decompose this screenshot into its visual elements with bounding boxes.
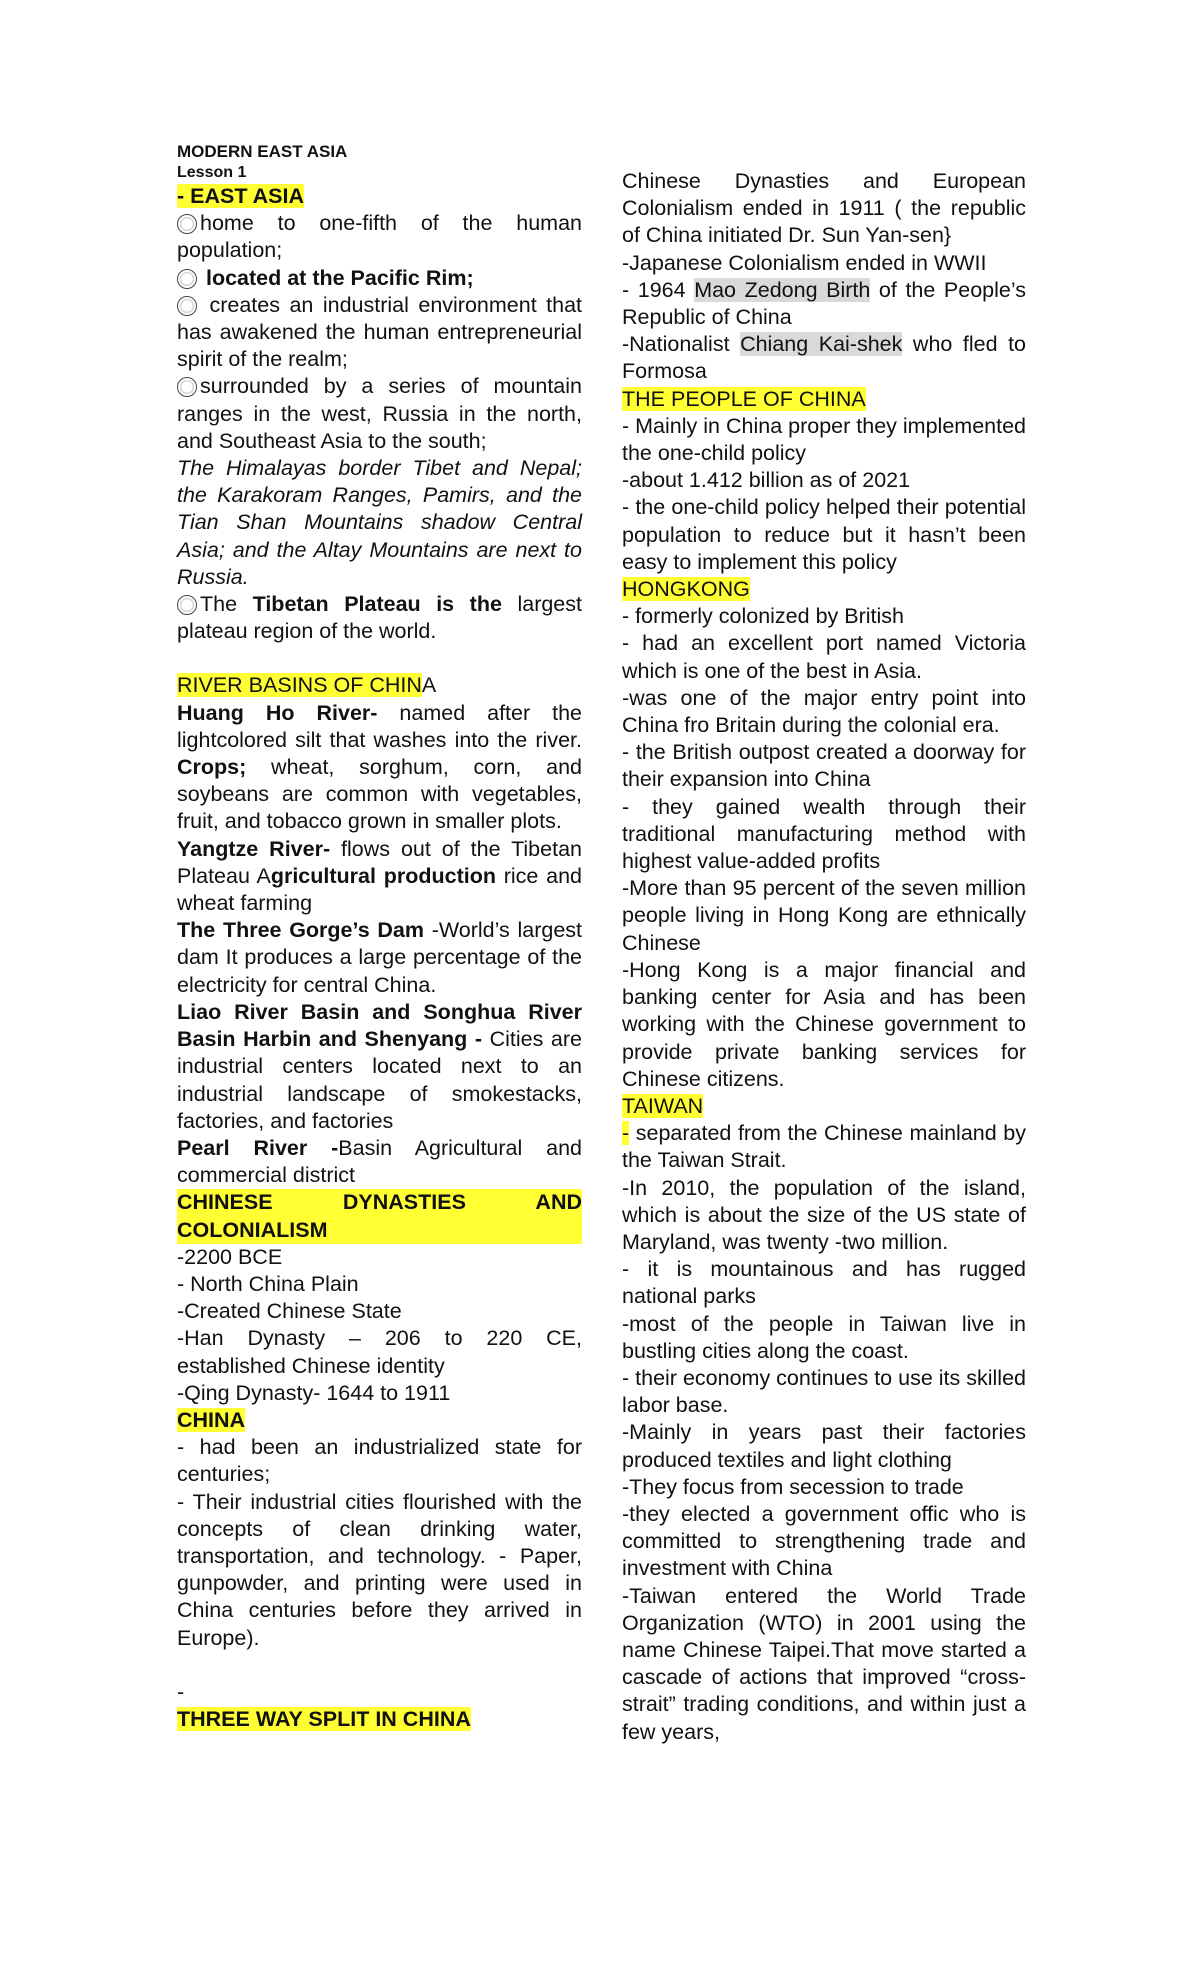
river-name: The Three Gorge’s Dam (177, 918, 424, 943)
river-text: rice and wheat farming (177, 863, 582, 916)
list-item: - their economy continues to use its skilled labor base. (622, 1365, 1026, 1418)
bullet-item (177, 210, 582, 264)
paragraph-three-gorges (177, 917, 582, 999)
bullet-item (177, 292, 582, 374)
list-item: - they gained wealth through their traditional manufacturing method with highest value-added profits (622, 794, 1026, 874)
list-item: - it is mountainous and has rugged national parks (622, 1257, 1026, 1309)
bullet-text-bold: Tibetan Plateau is the (252, 592, 502, 617)
list-item: -Taiwan entered the World Trade Organization (WTO) in 2001 using the name Chinese Taipei.That move started a cascade of actions that improved “cross-strait” trading conditions, and within just a few years, (622, 1583, 1026, 1744)
river-name: Huang Ho River- (177, 700, 378, 725)
section-people (622, 386, 1026, 413)
list-item: -More than 95 percent of the seven million people living in Hong Kong are ethnically Chinese (622, 876, 1026, 955)
paragraph-pearl (177, 1135, 582, 1189)
bullet-item (177, 265, 582, 292)
section-hongkong (622, 576, 1026, 603)
heading-river-basins-tail: A (421, 673, 437, 698)
list-item: - the one-child policy helped their potential population to reduce but it hasn’t been easy to implement this policy (622, 495, 1026, 574)
heading-hongkong: HONGKONG (622, 577, 750, 602)
list-item: -Created Chinese State (177, 1299, 402, 1324)
section-three-way-split (177, 1706, 582, 1733)
list-item: -Qing Dynasty- 1644 to 1911 (177, 1380, 451, 1405)
list-item: - had been an industrialized state for centuries; (177, 1435, 582, 1487)
bullet-item (177, 591, 582, 645)
section-taiwan (622, 1093, 1026, 1120)
river-name: Yangtze River- (177, 836, 331, 861)
list-item: -Han Dynasty – 206 to 220 CE, established Chinese identity (177, 1326, 582, 1378)
bullet-item (177, 373, 582, 455)
doc-title: MODERN EAST ASIA (177, 142, 348, 161)
bullet-text: The (200, 592, 253, 617)
highlighted-dash: - (622, 1121, 630, 1146)
bullet-text: largest plateau region of the world. (177, 592, 582, 644)
heading-dynasties: CHINESE DYNASTIES AND COLONIALISM (177, 1189, 582, 1243)
river-text: named after the lightcolored silt that washes into the river. (177, 700, 582, 752)
circle-bullet-icon (177, 296, 197, 316)
list-item: -In 2010, the population of the island, which is about the size of the US state of Maryland, was twenty -two million. (622, 1175, 1026, 1254)
list-item: - had an excellent port named Victoria which is one of the best in Asia. (622, 631, 1026, 683)
paragraph-huang-ho (177, 700, 582, 836)
paragraph: Chinese Dynasties and European Colonialism ended in 1911 ( the republic of China initiated Dr. Sun Yan-sen} (622, 169, 1026, 248)
heading-river-basins: RIVER BASINS OF CHIN (177, 673, 422, 698)
list-item: -most of the people in Taiwan live in bustling cities along the coast. (622, 1311, 1026, 1363)
list-item (622, 277, 1026, 331)
circle-bullet-icon (177, 214, 197, 234)
river-text: -World’s largest dam It produces a large percentage of the electricity for central China. (177, 918, 583, 997)
circle-bullet-icon (177, 595, 197, 615)
mountains-paragraph: The Himalayas border Tibet and Nepal; the Karakoram Ranges, Pamirs, and the Tian Shan Mountains shadow Central Asia; and the Altay Mountains are next to Russia. (177, 456, 582, 589)
bullet-text: creates an industrial environment that has awakened the human entrepreneurial spirit of the realm; (177, 292, 583, 372)
heading-three-way-split: THREE WAY SPLIT IN CHINA (177, 1706, 471, 1731)
bullet-text: located at the Pacific Rim; (205, 265, 474, 290)
river-text-bold: gricultural production (270, 863, 496, 888)
circle-bullet-icon (177, 377, 197, 397)
list-item: - Their industrial cities flourished with the concepts of clean drinking water, transportation, and technology. - Paper, gunpowder, and printing were used in China centuries before they arrived in Europe). (177, 1489, 582, 1650)
list-item (622, 1120, 1026, 1174)
bullet-text: surrounded by a series of mountain ranges in the west, Russia in the north, and Southeast Asia to the south; (177, 374, 582, 453)
river-text: Basin Agricultural and commercial district (177, 1135, 582, 1188)
right-column (622, 168, 1026, 1746)
list-text: of the People’s Republic of China (622, 277, 1027, 330)
list-item: -They focus from secession to trade (622, 1474, 964, 1499)
river-name: Pearl River - (177, 1135, 339, 1160)
heading-people-of-china: THE PEOPLE OF CHINA (622, 386, 866, 411)
river-text: wheat, sorghum, corn, and soybeans are common with vegetables, fruit, and tobacco grown in smaller plots. (177, 755, 582, 834)
circle-bullet-icon (177, 269, 197, 289)
heading-taiwan: TAIWAN (622, 1093, 704, 1118)
list-item (622, 331, 1026, 385)
list-text: separated from the Chinese mainland by the Taiwan Strait. (622, 1121, 1026, 1173)
list-text: -Nationalist (622, 332, 741, 357)
list-item: -Mainly in years past their factories produced textiles and light clothing (622, 1420, 1026, 1472)
paragraph-yangtze (177, 836, 582, 918)
list-item: -Japanese Colonialism ended in WWII (622, 250, 987, 275)
list-item: - formerly colonized by British (622, 604, 904, 629)
list-text: who fled to Formosa (622, 332, 1026, 384)
bullet-text: home to one-fifth of the human population; (177, 211, 582, 263)
list-item: - Mainly in China proper they implemented the one-child policy (622, 413, 1026, 466)
list-item: - North China Plain (177, 1271, 359, 1296)
highlighted-name: Chiang Kai-shek (740, 332, 903, 357)
list-item: -Hong Kong is a major financial and banking center for Asia and has been working with the Chinese government to provide private banking services for Chinese citizens. (622, 957, 1026, 1091)
list-text: - 1964 (622, 277, 695, 302)
paragraph-liao (177, 999, 582, 1135)
spacer (177, 1652, 582, 1679)
section-river-basins (177, 672, 582, 699)
list-item: -was one of the major entry point into China fro Britain during the colonial era. (622, 685, 1026, 738)
spacer (177, 645, 582, 672)
dash-line: - (177, 1679, 185, 1704)
list-item: -2200 BCE (177, 1244, 283, 1269)
crops-label: Crops; (177, 755, 247, 780)
heading-east-asia: - EAST ASIA (177, 184, 305, 208)
river-text: flows out of the Tibetan Plateau A (177, 836, 582, 888)
list-item: -about 1.412 billion as of 2021 (622, 468, 911, 493)
left-column (177, 141, 582, 1733)
heading-china: CHINA (177, 1407, 246, 1432)
section-china (177, 1407, 582, 1434)
list-item: -they elected a government offic who is committed to strengthening trade and investment with China (622, 1501, 1026, 1581)
list-item: - the British outpost created a doorway for their expansion into China (622, 740, 1026, 792)
lesson-label: Lesson 1 (177, 164, 247, 181)
river-text: Cities are industrial centers located next to an industrial landscape of smokestacks, factories, and factories (177, 1027, 582, 1133)
section-east-asia (177, 183, 582, 210)
river-name: Liao River Basin and Songhua River Basin Harbin and Shenyang - (177, 999, 582, 1052)
highlighted-name: Mao Zedong Birth (694, 277, 871, 302)
